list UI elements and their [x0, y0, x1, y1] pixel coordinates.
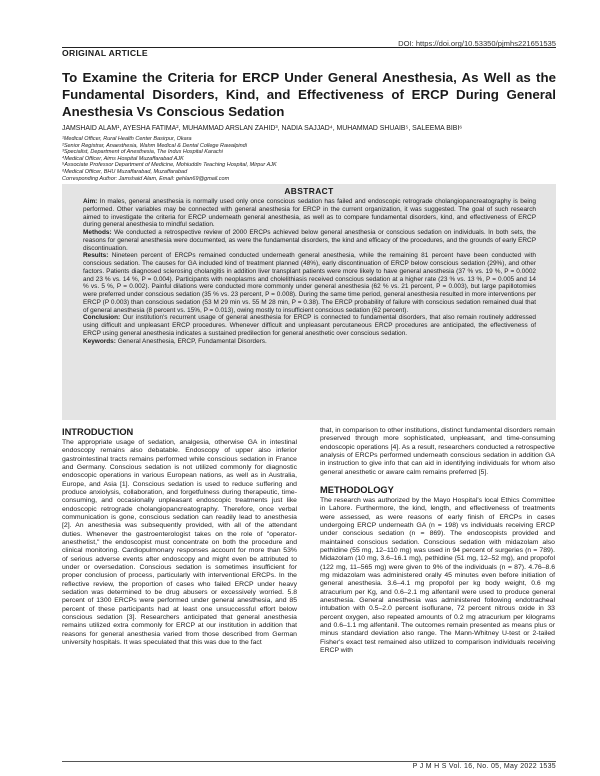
affiliation-5: ⁵Associate Professor Department of Medicine, Mohiuddin Teaching Hospital, Mirpur AJK: [62, 162, 277, 169]
aim-label: Aim:: [83, 198, 98, 205]
introduction-heading: INTRODUCTION: [62, 427, 134, 437]
author-list: JAMSHAID ALAM¹, AYESHA FATIMA², MUHAMMAD ARSLAN ZAHID³, NADIA SAJJAD⁴, MUHAMMAD SHUAIB⁵, SALEEMA BIBI⁶: [62, 125, 463, 132]
article-title: To Examine the Criteria for ERCP Under General Anesthesia, As Well as the Fundamental Disorders, Kind, and Effectiveness of ERCP During General Anesthesia Vs Conscious Sedation: [62, 70, 556, 119]
results-label: Results:: [83, 252, 109, 260]
abstract-results: [83, 252, 536, 314]
methodology-heading: METHODOLOGY: [320, 484, 394, 495]
aim-text: In males, general anesthesia is normally used only once conscious sedation has failed and endoscopic retrograde cholangiopancreatography is being performed. Other variables may be connected with general anesthesia for ERCP in the current organization, it was suggested. The goal of such research aimed to investigate the criteria for ERCP underneath general anesthesia, as well as to compare fundamental disorders, kind, and effectiveness of ERCP during general anesthesia to mindful sedation.: [83, 198, 536, 229]
left-column: [62, 427, 297, 647]
abstract-aim: [83, 198, 536, 229]
affiliation-1: ¹Medical Officer, Rural Health Center Basirpur, Okara: [62, 136, 192, 142]
abstract-body: [83, 198, 536, 345]
article-type-label: ORIGINAL ARTICLE: [62, 48, 148, 58]
corresponding-author: Corresponding Author: Jamshaid Alam, Email: gehlan69@gmail.com: [62, 175, 230, 182]
abstract-box: [62, 184, 556, 420]
abstract-methods: [83, 229, 536, 252]
methodology-text: The research was authorized by the Mayo Hospital's local Ethics Committee in Lahore. Furthermore, the kind, length, and effectiveness of treatments were assessed, as were reasons of early finish of ERCPs in cases undergoing ERCP underneath GA (n = 198) vs individuals receiving ERCP under conscious sedation (n = 869). The endoscopists provided and maintained conscious sedation. Conscious sedation with midazolam also pethidine (55 mg, 12–110 mg) was used in 94 percent of surgeries (n = 789). Midazolam (10 mg, 3.6–16.1 mg), pethidine (51 mg, 12–52 mg), and propofol (122 mg, 11–565 mg) were given to 9% of the individuals (n = 87). 4.76–8.6 mg midazolam was administered orally 45 minutes even before initiation of general anesthesia. 3.6–4.1 mg propofol per kg body weight, 0.6 mg atracurium per Kg, and 0.6–2.1 mg alfentanil were used to produce general anesthesia. General anesthesia was administered following endotracheal intubation with 0.5–2.0 percent isoflurane, 72 percent nitrous oxide in 33 percent oxygen, also repeated amounts of 0.2 mg atracurium per kilograms and 0.6–1.1 mg alfentanil. The outcomes remain presented as means plus or minus standard deviation also range. The Mann-Whitney U-test or 2-tailed Fisher's exact test remained also utilized to comparison individuals receiving ERCP with: [320, 496, 555, 654]
keywords-text: General Anesthesia, ERCP, Fundamental Disorders.: [117, 337, 267, 345]
keywords-label: Keywords:: [83, 337, 116, 345]
affiliation-2: ²Senior Registrar, Anaesthesia, Wahm Medical & Dental College Rawalpindi: [62, 142, 247, 149]
right-column: [320, 427, 555, 655]
affiliation-6: ⁶Medical Officer, BHU Muzaffarabad, Muzaffarabad: [62, 169, 188, 175]
affiliation-4: ⁴Medical Officer, Aims Hospital Muzaffarabad AJK: [62, 155, 184, 162]
introduction-continued: that, in comparison to other institutions, distinct fundamental disorders remain preserved through more sophisticated, unpleasant, and time-consuming endoscopic operations [4]. As a result, researchers conducted a retrospective analysis of ERCPs performed underneath conscious sedation in addition GA in instruction to give info that can aid in identifying individuals for whom also general anesthetic or aware calm remains preferred [5].: [320, 427, 555, 476]
abstract-conclusion: [83, 314, 536, 337]
conclusion-label: Conclusion:: [83, 314, 121, 322]
abstract-heading: ABSTRACT: [284, 186, 334, 196]
affiliation-3: ³Specialist, Department of Anesthesia, The Indus Hospital Karachi: [62, 149, 223, 156]
journal-footer: P J M H S Vol. 16, No. 05, May 2022 1535: [412, 763, 556, 770]
conclusion-text: Our institution's recurrent usage of general anesthesia for ERCP is connected to fundamental disorders, that also remain routinely addressed using difficult and unpleasant ERCP procedures. Whenever difficult and unpleasant percutaneous ERCP procedures are anticipated, the effectiveness of ERCP using general anesthesia indicates a sustained predilection for general anesthetic over conscious sedation.: [83, 314, 536, 337]
methods-text: We conducted a retrospective review of 2000 ERCPs achieved below general anesthesia or conscious sedation on individuals. In both sets, the reasons for general anesthesia were documented, as were the fundamental disorders, the kind and efficacy of the procedures, and the grounds of early ERCP discontinuation.: [83, 229, 537, 252]
footer-rule: [62, 761, 556, 762]
abstract-keywords: [83, 338, 536, 346]
introduction-text: The appropriate usage of sedation, analgesia, otherwise GA in intestinal endoscopy remains also debatable. Endoscopy of upper also inferior gastrointestinal tracts remains performed while conscious sedation in France and Germany. Conscious sedation is not utilized commonly for diagnostic endoscopic operations in various European nations, as well as in Australia, Europe, and Asia [1]. Conscious sedation is used to reduce suffering and produce anxiolysis, collaboration, and forgetfulness during therapeutic, time-consuming, and occasionally unpleasant endoscopic treatments just like endoscopic retrograde cholangiopancreatography. Therefore, once verbal communication is gone, conscious sedation can readily lead to anesthesia [2]. An anesthesia was subsequently provided, with all of the attendant duties. Whenever the gastroenterologist takes on the role of "operator-anesthetist," the endoscopist must concentrate on both the procedure and clinical monitoring. Cardiopulmonary responses account for more than 53% of serious adverse events after endoscopy and might even be attributed to under or oversedation. Conscious sedation is sometimes insufficient for proper conclusion of process, particularly with interventional ERCPs. In the reflective review, the proportion of cases who failed ERCP under heavy sedation was determined to be drug abusers or excessively worried. 5.8 percent of 1300 ERCPs were performed under general anesthesia, and 85 percent of these participants had at least one unsuccessful effort below conscious sedation [3]. Researchers anticipated that general anesthesia remains utilized extra commonly for ERCP at our institution in addition that reasons for general anesthesia varied from those described from German university hospitals. It was speculated that this was due to the fact: [62, 439, 297, 646]
results-text: Nineteen percent of ERCPs remained conducted underneath general anesthesia, while the remaining 81 percent have been conducted with conscious sedation. The causes for GA included kind of treatment planned (48%), early discontinuation of ERCP below conscious sedation (29%), and other factors. Patients diagnosed sclerosing cholangitis in addition liver transplant patients were more likely to have general anesthesia (37 % vs. 19 %, P = 0.0002 and 23 % vs. 14 %, P = 0.004). Participants with neoplasms and cholelithiasis received conscious sedation at a higher rate (23 % vs. 13 %, P = 0.005 and 14 % vs. 5 %, P = 0.002). Painful dilations were conducted more commonly under general anesthesia (62 % vs. 21 percent, P = 0.003), but large papillotomies were preferred under conscious sedation (35 % vs. 23 percent, P = 0.008). During the same time period, general anesthesia resulted in more interventions per ERCP (P 0.003) than conscious sedation (53 M 29 min vs. 55 M 28 min, P = 0.38). The ERCP probability of failure with conscious sedation remained dual that of general anesthesia (8 percent vs. 15%, P = 0.013), owing mostly to insufficient conscious sedation (62 percent).: [83, 252, 536, 314]
doi-link[interactable]: DOI: https://doi.org/10.53350/pjmhs221651535: [398, 39, 556, 48]
methods-label: Methods:: [83, 229, 112, 236]
